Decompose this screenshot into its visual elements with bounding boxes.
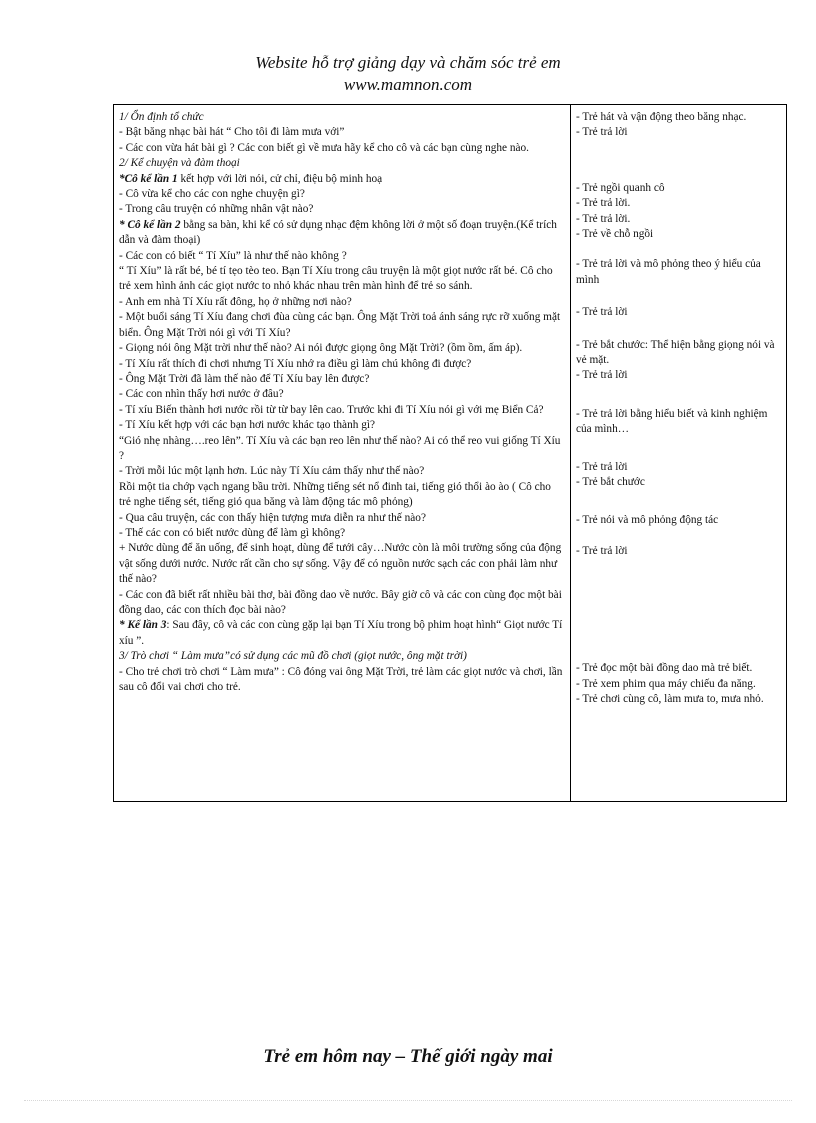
activity-line: - Ông Mặt Trời đã làm thế nào để Tí Xíu bay lên được?	[119, 372, 370, 385]
activity-line	[119, 218, 565, 249]
lesson-plan-table	[113, 104, 787, 802]
activity-line: - Thế các con có biết nước dùng để làm gì không?	[119, 526, 346, 539]
child-response: - Trẻ trả lời	[576, 126, 628, 139]
child-response: - Trẻ ngồi quanh cô	[576, 181, 665, 194]
activity-line: - Tí Xíu rất thích đi chơi nhưng Tí Xíu nhớ ra điều gì làm chú không đi được?	[119, 357, 472, 370]
child-response: - Trẻ trả lời	[576, 369, 628, 382]
story-round-label: * Cô kể lần 2	[119, 218, 181, 231]
activity-line: - Trời mỗi lúc một lạnh hơn. Lúc này Tí Xíu cảm thấy như thế nào?	[119, 465, 425, 478]
child-response: - Trẻ nói và mô phỏng động tác	[576, 513, 719, 526]
story-round-label: * Kể lần 3	[119, 619, 167, 632]
activity-text: kết hợp với lời nói, cử chỉ, điệu bộ minh hoạ	[177, 172, 383, 185]
child-response: - Trẻ trả lời	[576, 306, 628, 319]
child-response: - Trẻ trả lời và mô phỏng theo ý hiểu của mình	[576, 258, 761, 286]
activity-line: - Anh em nhà Tí Xíu rất đông, họ ở những nơi nào?	[119, 295, 352, 308]
activity-line: - Cho trẻ chơi trò chơi “ Làm mưa” : Cô đóng vai ông Mặt Trời, trẻ làm các giọt nước và chơi, lần sau cô đổi vai chơi cho trẻ.	[119, 665, 563, 694]
activity-line: - Tí xíu Biến thành hơi nước rồi từ từ bay lên cao. Trước khi đi Tí Xíu nói gì với mẹ Biển Cả?	[119, 403, 544, 416]
child-response: - Trẻ bắt chước	[576, 476, 645, 489]
activity-line	[119, 172, 565, 187]
table-row	[114, 105, 787, 802]
section-title-storytelling: 2/ Kể chuyện và đàm thoại	[119, 157, 240, 170]
child-response: - Trẻ xem phim qua máy chiếu đa năng.	[576, 677, 756, 690]
child-response: - Trẻ chơi cùng cô, làm mưa to, mưa nhỏ.	[576, 693, 764, 706]
activity-line: - Qua câu truyện, các con thấy hiện tượng mưa diễn ra như thế nào?	[119, 511, 426, 524]
activity-line: “ Tí Xíu” là rất bé, bé tí tẹo tèo teo. Bạn Tí Xíu trong câu truyện là một giọt nước rất bé. Cô cho trẻ xem hình ảnh các giọt nước to nhỏ khác nhau trên màn hình để trẻ so sánh.	[119, 265, 553, 293]
activity-line: - Tí Xíu kết hợp với các bạn hơi nước khác tạo thành gì?	[119, 419, 375, 432]
child-response: - Trẻ hát và vận động theo băng nhạc.	[576, 111, 747, 123]
footer-divider	[24, 1100, 792, 1101]
child-response: - Trẻ trả lời bằng hiểu biết và kinh nghiệm của mình…	[576, 407, 768, 436]
footer-slogan: Trẻ em hôm nay – Thế giới ngày mai	[263, 1046, 553, 1067]
activity-text: bằng sa bàn, khi kể có sử dụng nhạc đệm không lời ở một số đoạn truyện.(Kể trích dẫn và đàm thoại)	[119, 218, 557, 247]
activity-line: - Các con vừa hát bài gì ? Các con biết gì về mưa hãy kể cho cô và các bạn cùng nghe nào.	[119, 141, 529, 154]
activity-line: - Một buổi sáng Tí Xíu đang chơi đùa cùng các bạn. Ông Mặt Trời toả ánh sáng rực rỡ xuống mặt biển. Ông Mặt Trời nói gì với Tí Xíu?	[119, 311, 561, 339]
activity-line: - Các con có biết “ Tí Xíu” là như thế nào không ?	[119, 249, 347, 262]
activity-line: - Giọng nói ông Mặt trời như thế nào? Ai nói được giọng ông Mặt Trời? (ồm ồm, ấm áp).	[119, 342, 523, 355]
activity-line: - Bật băng nhạc bài hát “ Cho tôi đi làm mưa với”	[119, 126, 345, 139]
activity-line: + Nước dùng để ăn uống, để sinh hoạt, dùng để tưới cây…Nước còn là môi trường sống của động vật sống dưới nước. Nước rất cần cho sự sống. Vậy để có nguồn nước sạch các con phải làm như thế nào?	[119, 542, 562, 586]
child-activities-column	[571, 105, 787, 802]
activity-text: : Sau đây, cô và các con cùng gặp lại bạn Tí Xíu trong bộ phim hoạt hình“ Giọt nước Tí xíu ”.	[119, 619, 563, 647]
child-response: - Trẻ về chỗ ngồi	[576, 228, 654, 241]
activity-line: “Gió nhẹ nhàng….reo lên”. Tí Xíu và các bạn reo lên như thế nào? Ai có thể reo vui giống Tí Xíu ?	[119, 434, 561, 462]
child-response: - Trẻ trả lời.	[576, 197, 631, 210]
child-response: - Trẻ đọc một bài đồng dao mà trẻ biết.	[576, 662, 753, 675]
activity-line	[119, 618, 565, 649]
activity-line: - Trong câu truyện có những nhân vật nào?	[119, 203, 314, 216]
child-response: - Trẻ trả lời	[576, 460, 628, 473]
section-title-stabilize: 1/ Ổn định tổ chức	[119, 111, 204, 123]
child-response: - Trẻ trả lời.	[576, 212, 631, 225]
child-response: - Trẻ bắt chước: Thể hiện bằng giọng nói và vẻ mặt.	[576, 338, 775, 367]
section-title-game: 3/ Trò chơi “ Làm mưa”có sử dụng các mũ đồ chơi (giọt nước, ông mặt trời)	[119, 650, 467, 663]
story-round-label: *Cô kể lần 1	[119, 172, 178, 185]
child-response: - Trẻ trả lời	[576, 544, 628, 557]
activity-line: - Cô vừa kể cho các con nghe chuyện gì?	[119, 188, 305, 201]
activity-line: Rồi một tia chớp vạch ngang bầu trời. Những tiếng sét nổ đinh tai, tiếng gió thổi ào ào ( Cô cho trẻ nghe tiếng sét, tiếng gió qua băng và làm động tác mô phỏng)	[119, 480, 551, 509]
activity-line: - Các con nhìn thấy hơi nước ở đâu?	[119, 388, 284, 401]
teacher-activities-column	[114, 105, 571, 802]
page-header	[0, 52, 816, 96]
header-website-title: Website hỗ trợ giảng dạy và chăm sóc trẻ em	[255, 53, 561, 72]
header-website-url: www.mamnon.com	[343, 75, 473, 94]
activity-line: - Các con đã biết rất nhiều bài thơ, bài đồng dao về nước. Bây giờ cô và các con cùng đọc một bài đồng dao, các con thích đọc bài nào?	[119, 588, 562, 616]
